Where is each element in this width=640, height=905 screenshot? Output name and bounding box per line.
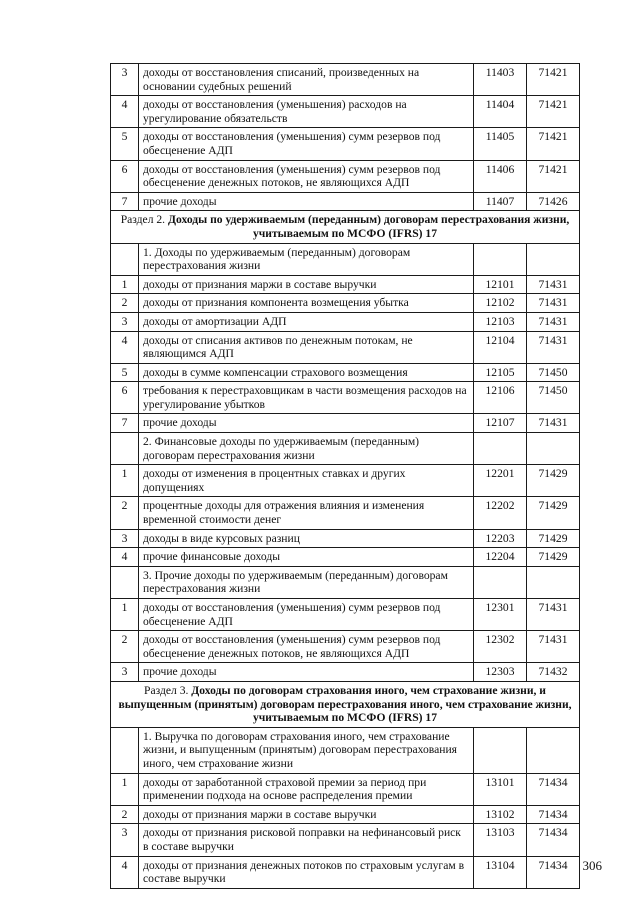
table-row [111,773,580,805]
row-number-cell [111,566,139,598]
description-cell: прочие доходы [139,192,474,211]
group-title-cell: 1. Доходы по удерживаемым (переданным) договорам перестрахования жизни [139,243,474,275]
account-code-cell: 11406 [474,160,527,192]
symbol-code-cell: 71429 [527,497,580,529]
table-row [111,275,580,294]
description-cell: требования к перестраховщикам в части возмещения расходов на урегулирование убытков [139,382,474,414]
account-code-cell: 12201 [474,465,527,497]
group-header-row [111,243,580,275]
table-row [111,128,580,160]
row-number-cell: 7 [111,192,139,211]
symbol-code-cell: 71450 [527,382,580,414]
description-cell: доходы от изменения в процентных ставках и других допущениях [139,465,474,497]
symbol-code-cell [527,727,580,773]
group-title-cell: 3. Прочие доходы по удерживаемым (переданным) договорам перестрахования жизни [139,566,474,598]
table-row [111,548,580,567]
description-cell: прочие доходы [139,663,474,682]
account-code-cell [474,243,527,275]
description-cell: доходы от списания активов по денежным потокам, не являющимся АДП [139,331,474,363]
row-number-cell: 3 [111,312,139,331]
row-number-cell: 1 [111,773,139,805]
description-cell: доходы от заработанной страховой премии за период при применении подхода на основе распределения премии [139,773,474,805]
description-cell: доходы от признания рисковой поправки на нефинансовый риск в составе выручки [139,824,474,856]
symbol-code-cell: 71434 [527,856,580,888]
section-heading [111,681,580,727]
symbol-code-cell: 71431 [527,294,580,313]
row-number-cell [111,243,139,275]
table-row [111,160,580,192]
page-number: 306 [582,858,602,873]
table-row [111,192,580,211]
account-code-cell: 12104 [474,331,527,363]
symbol-code-cell: 71434 [527,824,580,856]
row-number-cell: 4 [111,548,139,567]
description-cell: доходы от восстановления (уменьшения) сумм резервов под обесценение денежных потоков, не являющихся АДП [139,631,474,663]
row-number-cell: 6 [111,382,139,414]
symbol-code-cell [527,566,580,598]
description-cell: доходы от признания маржи в составе выручки [139,805,474,824]
symbol-code-cell: 71431 [527,414,580,433]
account-code-cell: 11405 [474,128,527,160]
row-number-cell: 1 [111,465,139,497]
account-code-cell: 12302 [474,631,527,663]
description-cell: доходы от признания маржи в составе выручки [139,275,474,294]
row-number-cell: 3 [111,663,139,682]
account-code-cell: 12204 [474,548,527,567]
table-row [111,64,580,96]
table-row [111,805,580,824]
account-code-cell: 13104 [474,856,527,888]
section-heading [111,211,580,243]
symbol-code-cell: 71431 [527,331,580,363]
table-row [111,331,580,363]
description-cell: доходы от признания компонента возмещения убытка [139,294,474,313]
account-code-cell: 11404 [474,96,527,128]
table-row [111,363,580,382]
account-code-cell [474,727,527,773]
symbol-code-cell: 71421 [527,160,580,192]
table-row [111,96,580,128]
table-row [111,824,580,856]
account-code-cell [474,433,527,465]
symbol-code-cell: 71421 [527,64,580,96]
group-header-row [111,727,580,773]
section-header-row [111,211,580,243]
description-cell: доходы в виде курсовых разниц [139,529,474,548]
account-code-cell: 12105 [474,363,527,382]
account-code-cell: 12103 [474,312,527,331]
table-row [111,414,580,433]
row-number-cell: 4 [111,331,139,363]
description-cell: доходы в сумме компенсации страхового возмещения [139,363,474,382]
account-code-cell [474,566,527,598]
table-row [111,312,580,331]
account-code-cell: 13102 [474,805,527,824]
table-row [111,856,580,888]
symbol-code-cell: 71434 [527,773,580,805]
symbol-code-cell [527,243,580,275]
row-number-cell: 3 [111,824,139,856]
symbol-code-cell: 71431 [527,631,580,663]
symbol-code-cell: 71432 [527,663,580,682]
table-row [111,529,580,548]
section-header-row [111,681,580,727]
ledger-table-body [111,64,580,889]
description-cell: доходы от восстановления (уменьшения) расходов на урегулирование обязательств [139,96,474,128]
description-cell: доходы от восстановления (уменьшения) сумм резервов под обесценение АДП [139,128,474,160]
description-cell: доходы от восстановления (уменьшения) сумм резервов под обесценение АДП [139,599,474,631]
description-cell: прочие доходы [139,414,474,433]
table-row [111,497,580,529]
row-number-cell: 3 [111,529,139,548]
row-number-cell: 4 [111,856,139,888]
row-number-cell [111,433,139,465]
row-number-cell: 7 [111,414,139,433]
row-number-cell: 4 [111,96,139,128]
symbol-code-cell: 71421 [527,96,580,128]
description-cell: прочие финансовые доходы [139,548,474,567]
account-code-cell: 12102 [474,294,527,313]
symbol-code-cell: 71426 [527,192,580,211]
account-code-cell: 12107 [474,414,527,433]
row-number-cell: 2 [111,805,139,824]
account-code-cell: 11407 [474,192,527,211]
row-number-cell: 2 [111,631,139,663]
ledger-table [110,63,580,889]
symbol-code-cell: 71429 [527,529,580,548]
group-title-cell: 2. Финансовые доходы по удерживаемым (переданным) договорам перестрахования жизни [139,433,474,465]
description-cell: доходы от восстановления (уменьшения) сумм резервов под обесценение денежных потоков, не являющихся АДП [139,160,474,192]
row-number-cell: 6 [111,160,139,192]
symbol-code-cell: 71429 [527,465,580,497]
account-code-cell: 12101 [474,275,527,294]
account-code-cell: 12203 [474,529,527,548]
row-number-cell: 1 [111,599,139,631]
account-code-cell: 12202 [474,497,527,529]
symbol-code-cell: 71450 [527,363,580,382]
account-code-cell: 11403 [474,64,527,96]
symbol-code-cell: 71431 [527,275,580,294]
description-cell: доходы от восстановления списаний, произведенных на основании судебных решений [139,64,474,96]
row-number-cell [111,727,139,773]
account-code-cell: 12301 [474,599,527,631]
symbol-code-cell [527,433,580,465]
row-number-cell: 2 [111,294,139,313]
table-row [111,465,580,497]
symbol-code-cell: 71434 [527,805,580,824]
table-row [111,631,580,663]
group-title-cell: 1. Выручка по договорам страхования иного, чем страхование жизни, и выпущенным (принятым) договорам перестрахования иного, чем страхование жизни [139,727,474,773]
section-prefix: Раздел 2. [120,213,168,227]
description-cell: доходы от признания денежных потоков по страховым услугам в составе выручки [139,856,474,888]
table-row [111,599,580,631]
account-code-cell: 13103 [474,824,527,856]
table-row [111,382,580,414]
account-code-cell: 12106 [474,382,527,414]
description-cell: доходы от амортизации АДП [139,312,474,331]
symbol-code-cell: 71431 [527,599,580,631]
row-number-cell: 1 [111,275,139,294]
symbol-code-cell: 71421 [527,128,580,160]
account-code-cell: 13101 [474,773,527,805]
row-number-cell: 5 [111,128,139,160]
section-prefix: Раздел 3. [144,683,192,697]
group-header-row [111,566,580,598]
row-number-cell: 3 [111,64,139,96]
table-row [111,663,580,682]
description-cell: процентные доходы для отражения влияния и изменения временной стоимости денег [139,497,474,529]
symbol-code-cell: 71429 [527,548,580,567]
symbol-code-cell: 71431 [527,312,580,331]
section-title: Доходы по удерживаемым (переданным) договорам перестрахования жизни, учитываемым по МСФО (IFRS) 17 [167,213,570,240]
table-row [111,294,580,313]
row-number-cell: 5 [111,363,139,382]
account-code-cell: 12303 [474,663,527,682]
row-number-cell: 2 [111,497,139,529]
group-header-row [111,433,580,465]
section-title: Доходы по договорам страхования иного, чем страхование жизни, и выпущенным (принятым) договорам перестрахования иного, чем страхование жизни, учитываемым по МСФО (IFRS) 17 [118,683,572,725]
